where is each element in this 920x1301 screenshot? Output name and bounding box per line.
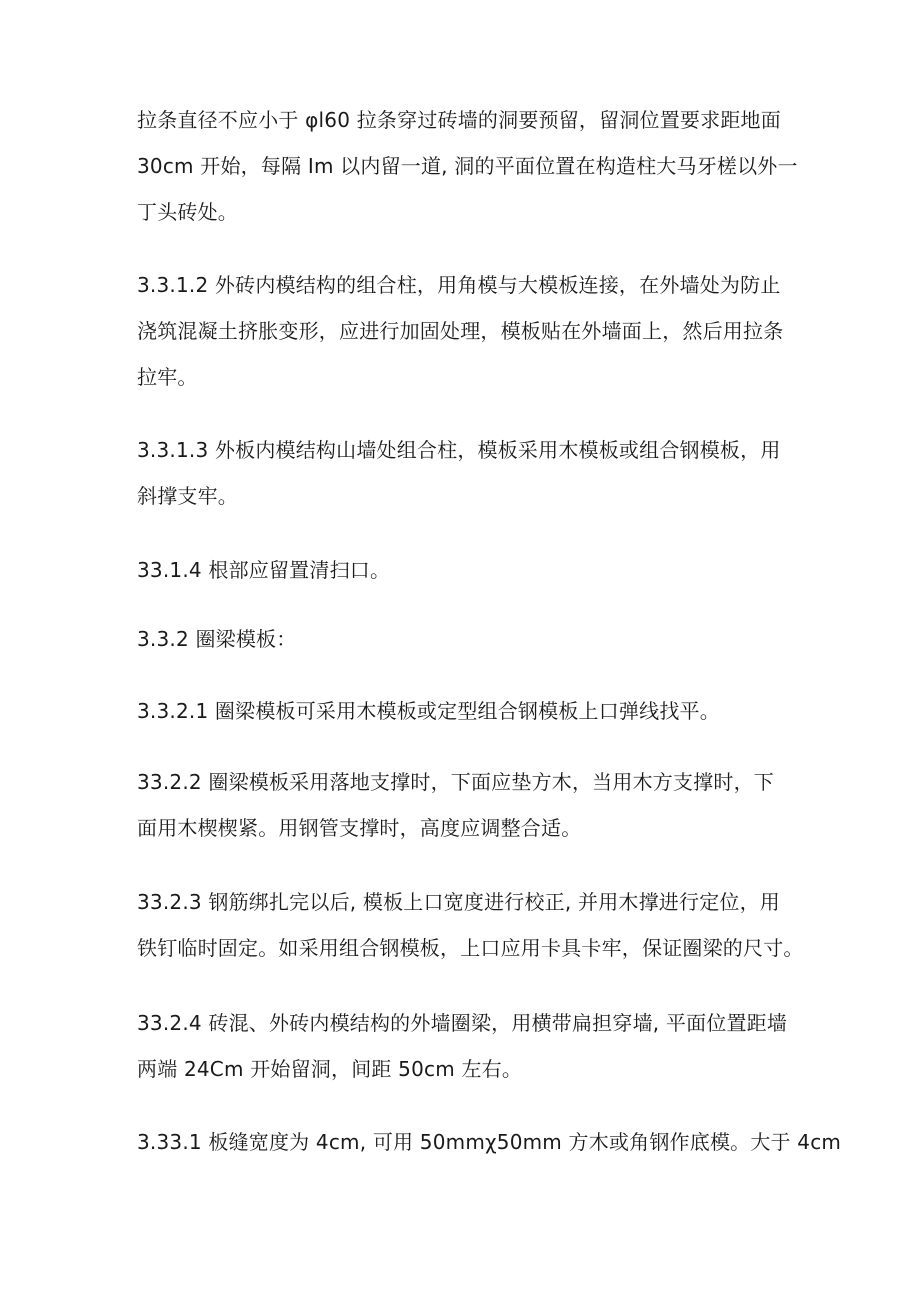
paragraph-3-3-2-1 xyxy=(137,688,797,734)
text-line: 33.2.3 钢筋绑扎完以后, 模板上口宽度进行校正, 并用木撑进行定位，用 xyxy=(137,890,780,914)
text-line: 3.3.1.2 外砖内模结构的组合柱，用角模与大模板连接，在外墙处为防止 xyxy=(137,273,781,297)
text-line: 3.33.1 板缝宽度为 4cm, 可用 50mmχ50mm 方木或角钢作底模。大于 4cm xyxy=(137,1130,842,1154)
text-line: 33.2.4 砖混、外砖内模结构的外墙圈梁，用横带扁担穿墙, 平面位置距墙 xyxy=(137,1011,788,1035)
paragraph-33-1-4 xyxy=(137,547,797,593)
paragraph-3-3-1-2 xyxy=(137,262,797,400)
text-line: 30cm 开始，每隔 Im 以内留一道, 洞的平面位置在构造柱大马牙槎以外一 xyxy=(137,154,798,178)
text-line: 33.2.2 圈梁模板采用落地支撑时，下面应垫方木，当用木方支撑时，下 xyxy=(137,770,774,794)
paragraph-tie-rod xyxy=(137,97,797,235)
paragraph-33-2-2 xyxy=(137,759,797,851)
text-line: 拉牢。 xyxy=(137,365,198,389)
paragraph-3-33-1 xyxy=(137,1119,842,1165)
text-line: 33.1.4 根部应留置清扫口。 xyxy=(137,558,391,582)
text-line: 斜撑支牢。 xyxy=(137,484,238,508)
paragraph-33-2-4 xyxy=(137,1000,797,1092)
text-line: 3.3.1.3 外板内模结构山墙处组合柱，模板采用木模板或组合钢模板，用 xyxy=(137,438,781,462)
paragraph-3-3-2-heading xyxy=(137,616,797,662)
text-line: 铁钉临时固定。如采用组合钢模板，上口应用卡具卡牢，保证圈梁的尺寸。 xyxy=(137,936,804,960)
text-line: 面用木楔楔紧。用钢管支撑时，高度应调整合适。 xyxy=(137,816,582,840)
text-line: 两端 24Cm 开始留洞，间距 50cm 左右。 xyxy=(137,1057,523,1081)
text-line: 丁头砖处。 xyxy=(137,200,238,224)
text-line: 浇筑混凝土挤胀变形，应进行加固处理，模板贴在外墙面上，然后用拉条 xyxy=(137,319,784,343)
text-line: 3.3.2.1 圈梁模板可采用木模板或定型组合钢模板上口弹线找平。 xyxy=(137,699,720,723)
text-line: 3.3.2 圈梁模板： xyxy=(137,627,297,651)
paragraph-3-3-1-3 xyxy=(137,427,797,519)
text-line: 拉条直径不应小于 φl60 拉条穿过砖墙的洞要预留，留洞位置要求距地面 xyxy=(137,108,781,132)
paragraph-33-2-3 xyxy=(137,879,804,971)
